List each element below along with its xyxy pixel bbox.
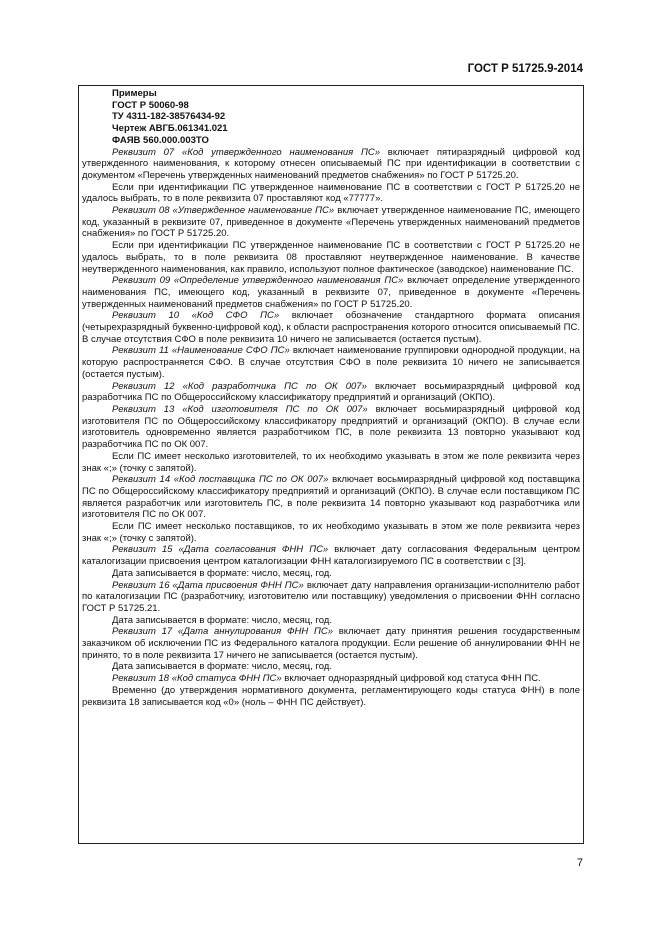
example-item: Чертеж АВГБ.061341.021 <box>112 123 228 135</box>
paragraph-text: Дата записывается в формате: число, месяц, год. <box>112 661 332 673</box>
paragraph-text: включает обозначение стандартного формата описания (четырехразрядный буквенно-цифровой код), к области распространения которого относится описываемый ПС. В случае отсутствия СФО в поле реквизита 10 ничего не записывается (остается пустым). <box>82 310 580 345</box>
requisite-name: Реквизит 14 «Код поставщика ПС по ОК 007» <box>112 474 329 486</box>
paragraph-text: включает пятиразрядный цифровой код утвержденного наименования, к которому отнесен описываемый ПС при идентификации в соответствии с документом «Перечень утвержденных наименований предметов снабжения» по ГОСТ Р 51725.20. <box>82 146 580 181</box>
paragraph-text: включает наименование группировки однородной продукции, на которую распространяется СФО. В случае отсутствия СФО в поле реквизита 10 ничего не записывается (остается пустым). <box>82 345 580 380</box>
paragraph <box>82 147 580 182</box>
requisite-name: Реквизит 08 «Утвержденное наименование ПС» <box>112 205 335 217</box>
paragraph-text: Если при идентификации ПС утвержденное наименование ПС в соответствии с ГОСТ Р 51725.20 не удалось выбрать, то в поле реквизита 08 проставляют неутвержденное наименование. В качестве неутвержденного наименования, как правило, используют полное фактическое (заводское) наименование ПС. <box>82 240 580 275</box>
paragraph <box>82 661 580 673</box>
paragraph-text: Дата записывается в формате: число, месяц, год. <box>112 614 332 626</box>
requisite-name: Реквизит 18 «Код статуса ФНН ПС» <box>112 673 282 685</box>
paragraph-text: включает утвержденное наименование ПС, имеющего код, указанный в реквизите 07, приведенное в документе «Перечень утвержденных наименований предметов снабжения» по ГОСТ Р 51725.20. <box>82 205 580 240</box>
paragraph-text: включает одноразрядный цифровой код статуса ФНН ПС. <box>281 673 541 685</box>
paragraph <box>82 615 580 627</box>
paragraph <box>82 521 580 544</box>
paragraph-text: включает восьмиразрядный цифровой код поставщика ПС по Общероссийскому классификатору предприятий и организаций (ОКПО). В случае если поставщиком ПС является разработчик или изготовитель ПС, в поле реквизита 14 повторно указывают код разработчика или изготовителя ПС по ОК 007. <box>82 474 581 521</box>
paragraph <box>82 345 580 380</box>
paragraph <box>82 381 580 404</box>
paragraph <box>82 544 580 567</box>
paragraph <box>82 580 580 615</box>
paragraph <box>82 310 580 345</box>
paragraph <box>82 568 580 580</box>
requisite-name: Реквизит 16 «Дата присвоения ФНН ПС» <box>112 579 304 591</box>
paragraph <box>82 474 580 521</box>
requisite-name: Реквизит 15 «Дата согласования ФНН ПС» <box>112 544 329 556</box>
requisite-name: Реквизит 10 «Код СФО ПС» <box>112 310 280 322</box>
paragraph-text: Если ПС имеет несколько поставщиков, то их необходимо указывать в этом же поле реквизита через знак «;» (точку с запятой). <box>82 521 580 544</box>
paragraph <box>82 275 580 310</box>
page-number: 7 <box>576 857 583 869</box>
example-item: ГОСТ Р 50060-98 <box>112 99 189 111</box>
paragraph-text: включает определение утвержденного наименования ПС, имеющего код, указанный в реквизите 07, приведенное в документе «Перечень утвержденных наименований предметов снабжения» по ГОСТ Р 51725.20. <box>82 275 580 310</box>
example-item: ФАЯВ 560.000.003ТО <box>112 134 209 146</box>
requisite-name: Реквизит 07 «Код утвержденного наименования ПС» <box>112 146 381 158</box>
paragraph-text: Если при идентификации ПС утвержденное наименование ПС в соответствии с ГОСТ Р 51725.20 не удалось выбрать, то в поле реквизита 07 проставляют код «77777». <box>82 181 580 205</box>
paragraph-text: включает восьмиразрядный цифровой код изготовителя ПС по Общероссийскому классификатору предприятий и организаций (ОКПО). В случае если изготовитель одновременно является разработчиком ПС, в поле реквизита 13 повторно указывают код разработчика ПС по ОК 007. <box>82 403 580 451</box>
paragraph <box>82 240 580 275</box>
paragraph <box>82 626 580 661</box>
paragraph-text: Временно (до утверждения нормативного документа, регламентирующего коды статуса ФНН) в поле реквизита 18 записывается код «0» (ноль – ФНН ПС действует). <box>82 684 580 708</box>
paragraph-text: Дата записывается в формате: число, месяц, год. <box>112 567 332 579</box>
requisite-name: Реквизит 12 «Код разработчика ПС по ОК 007» <box>112 380 367 392</box>
requisite-name: Реквизит 11 «Наименование СФО ПС» <box>112 345 290 357</box>
content-frame <box>78 85 584 844</box>
paragraph <box>82 451 580 474</box>
paragraph <box>82 673 580 685</box>
paragraph-text: Если ПС имеет несколько изготовителей, то их необходимо указывать в этом же поле реквизита через знак «;» (точку с запятой). <box>82 450 580 474</box>
paragraph-text: включает дату принятия решения государственным заказчиком об исключении ПС из Федерального каталога продукции. Если решение об аннулировании ФНН не принято, то в поле реквизита 17 ничего не записывается (остается пустым). <box>82 626 580 661</box>
paragraph <box>82 205 580 240</box>
body-text <box>82 147 580 709</box>
requisite-name: Реквизит 09 «Определение утвержденного наименования ПС» <box>112 275 404 287</box>
paragraph <box>82 685 580 708</box>
paragraph-text: включает дату согласования Федеральным центром каталогизации присвоения центром каталогизации ФНН каталогизируемого ПС в соответствии с [3]. <box>82 544 580 568</box>
paragraph <box>82 182 580 205</box>
paragraph-text: включает восьмиразрядный цифровой код разработчика ПС по Общероссийскому классификатору предприятий и организаций (ОКПО). <box>82 380 580 404</box>
requisite-name: Реквизит 17 «Дата аннулирования ФНН ПС» <box>112 626 334 638</box>
paragraph-text: включает дату направления организации-исполнителю работ по каталогизации ПС (разработчику, изготовителю или поставщику) уведомления о присвоении ФНН согласно ГОСТ Р 51725.21. <box>82 579 580 614</box>
examples-heading: Примеры <box>112 88 157 99</box>
requisite-name: Реквизит 13 «Код изготовителя ПС по ОК 007» <box>112 403 368 415</box>
examples-block <box>112 88 580 147</box>
example-item: ТУ 4311-182-38576434-92 <box>112 111 226 123</box>
paragraph <box>82 404 580 451</box>
document-header: ГОСТ Р 51725.9-2014 <box>467 63 583 75</box>
